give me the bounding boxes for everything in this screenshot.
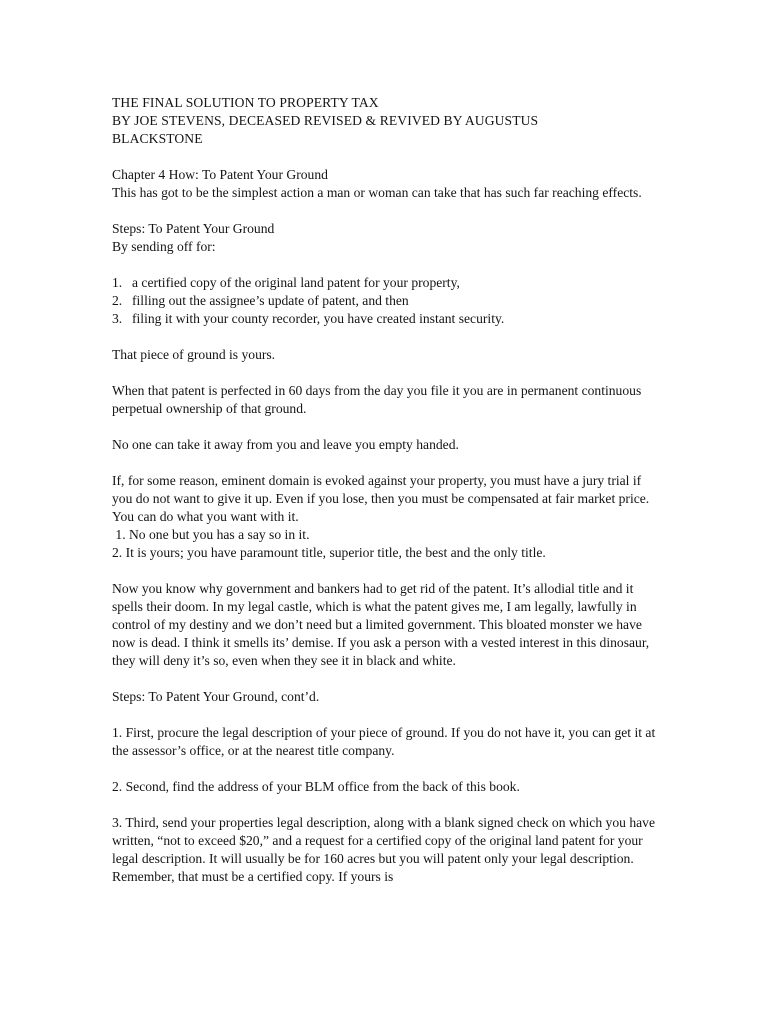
step-1-paragraph: 1. First, procure the legal description of your piece of ground. If you do not have it, you can get it at the assessor’s office, or at the nearest title company. xyxy=(112,725,656,758)
list-text: filing it with your county recorder, you have created instant security. xyxy=(132,311,505,326)
list-number: 2. xyxy=(112,293,123,308)
list-text: a certified copy of the original land patent for your property, xyxy=(132,275,460,290)
steps-list xyxy=(112,274,660,328)
allodial-paragraph: Now you know why government and bankers had to get rid of the patent. It’s allodial title and it spells their doom. In my legal castle, which is what the patent gives me, I am legally, lawfully in control of my destiny and we don’t need but a limited government. This bloated monster we have now is dead. I think it smells its’ demise. If you ask a person with a vested interest in this dinosaur, they will deny it’s so, even when they see it in black and white. xyxy=(112,581,650,668)
steps-heading: Steps: To Patent Your Ground xyxy=(112,221,275,236)
list-item xyxy=(112,310,660,328)
list-item xyxy=(112,292,660,310)
list-item xyxy=(112,274,660,292)
list-text: filling out the assignee’s update of patent, and then xyxy=(132,293,409,308)
intro-paragraph: This has got to be the simplest action a man or woman can take that has such far reaching effects. xyxy=(112,185,642,200)
step-3-paragraph: 3. Third, send your properties legal description, along with a blank signed check on which you have written, “not to exceed $20,” and a request for a certified copy of the original land patent for your legal description. It will usually be for 160 acres but you will patent only your legal description. Remember, that must be a certified copy. If yours is xyxy=(112,815,655,884)
steps-contd-heading: Steps: To Patent Your Ground, cont’d. xyxy=(112,689,320,704)
document-page xyxy=(112,94,660,886)
eminent-item-1: 1. No one but you has a say so in it. xyxy=(112,527,310,542)
title-line-2: BY JOE STEVENS, DECEASED REVISED & REVIVED BY AUGUSTUS xyxy=(112,113,539,128)
list-number: 3. xyxy=(112,311,123,326)
eminent-domain-paragraph: If, for some reason, eminent domain is evoked against your property, you must have a jury trial if you do not want to give it up. Even if you lose, then you must be compensated at fair market price. You can do what you want with it. xyxy=(112,473,650,524)
title-line-3: BLACKSTONE xyxy=(112,131,203,146)
step-2-paragraph: 2. Second, find the address of your BLM office from the back of this book. xyxy=(112,779,520,794)
eminent-item-2: 2. It is yours; you have paramount title, superior title, the best and the only title. xyxy=(112,545,546,560)
no-one-paragraph: No one can take it away from you and leave you empty handed. xyxy=(112,437,459,452)
chapter-heading: Chapter 4 How: To Patent Your Ground xyxy=(112,167,328,182)
list-number: 1. xyxy=(112,275,123,290)
title-line-1: THE FINAL SOLUTION TO PROPERTY TAX xyxy=(112,95,379,110)
yours-paragraph: That piece of ground is yours. xyxy=(112,347,276,362)
by-sending-line: By sending off for: xyxy=(112,239,216,254)
perfected-paragraph: When that patent is perfected in 60 days from the day you file it you are in permanent continuous perpetual ownership of that ground. xyxy=(112,383,642,416)
